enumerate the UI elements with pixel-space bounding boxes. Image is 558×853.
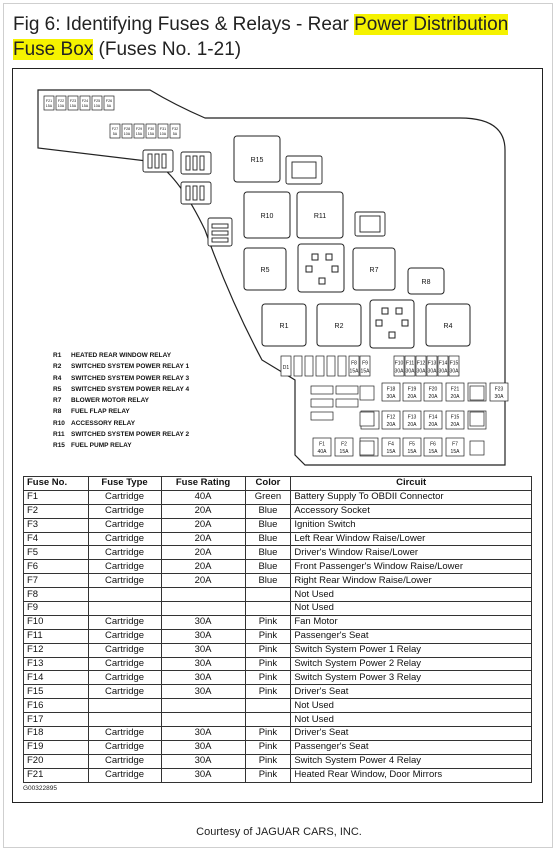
- fuse-label: F15: [449, 360, 459, 367]
- cell-circuit: Passenger's Seat: [291, 740, 532, 754]
- relay-r4-label: R4: [443, 323, 453, 330]
- legend-item: [53, 361, 189, 372]
- cell-fuse-rating: 30A: [161, 727, 245, 741]
- fuse-label: F23: [494, 386, 504, 393]
- fuse-rating: 20A: [386, 421, 396, 428]
- cell-fuse-no: F11: [24, 629, 89, 643]
- table-row: [24, 699, 532, 713]
- fuse-label: F5: [409, 441, 415, 448]
- cell-fuse-no: F20: [24, 754, 89, 768]
- cell-circuit: Left Rear Window Raise/Lower: [291, 532, 532, 546]
- cell-color: Pink: [245, 685, 291, 699]
- fuse-label: F9: [362, 360, 368, 367]
- relay-r11-label: R11: [313, 213, 327, 220]
- cell-fuse-no: F7: [24, 574, 89, 588]
- fuse-label: F23: [69, 98, 77, 103]
- fuse-label: F15: [450, 414, 460, 421]
- cell-circuit: Fan Motor: [291, 615, 532, 629]
- fuse-label: F14: [438, 360, 448, 367]
- cell-fuse-type: Cartridge: [88, 754, 161, 768]
- cell-circuit: Switch System Power 3 Relay: [291, 671, 532, 685]
- cell-circuit: Not Used: [291, 602, 532, 616]
- fuse-label: F25: [93, 98, 101, 103]
- cell-fuse-rating: 30A: [161, 685, 245, 699]
- fuse-rating: 15A: [428, 448, 438, 455]
- cell-fuse-type: Cartridge: [88, 671, 161, 685]
- fuse-rating: 15A: [135, 132, 143, 137]
- fuse-rating: 5A: [112, 132, 118, 137]
- cell-fuse-no: F2: [24, 504, 89, 518]
- table-row: [24, 518, 532, 532]
- legend-code: R10: [53, 419, 65, 427]
- cell-fuse-rating: 30A: [161, 754, 245, 768]
- cell-fuse-type: Cartridge: [88, 546, 161, 560]
- fuse-label: F4: [388, 441, 394, 448]
- title-highlight-power-distribution: Power Distribution: [354, 14, 509, 35]
- cell-fuse-rating: 20A: [161, 532, 245, 546]
- cell-circuit: Not Used: [291, 699, 532, 713]
- cell-fuse-type: [88, 602, 161, 616]
- legend-item: [53, 406, 189, 417]
- cell-fuse-no: F3: [24, 518, 89, 532]
- cell-fuse-no: F16: [24, 699, 89, 713]
- cell-circuit: Right Rear Window Raise/Lower: [291, 574, 532, 588]
- cell-fuse-rating: 30A: [161, 657, 245, 671]
- fuse-rating: 15A: [450, 448, 460, 455]
- cell-color: Pink: [245, 629, 291, 643]
- legend-item: [53, 384, 189, 395]
- cell-fuse-no: F8: [24, 588, 89, 602]
- fuse-rating: 10A: [93, 104, 101, 109]
- fuse-label: F1: [319, 441, 325, 448]
- table-row: [24, 713, 532, 727]
- fuse-label: F14: [428, 414, 438, 421]
- fuse-label: F8: [351, 360, 357, 367]
- legend-name: SWITCHED SYSTEM POWER RELAY 3: [71, 374, 190, 382]
- legend-item: [53, 440, 189, 451]
- cell-fuse-no: F12: [24, 643, 89, 657]
- legend-item: [53, 373, 189, 384]
- cell-fuse-rating: 30A: [161, 768, 245, 782]
- table-row: [24, 657, 532, 671]
- fuse-rating: 20A: [450, 393, 460, 400]
- cell-fuse-no: F13: [24, 657, 89, 671]
- cell-fuse-rating: 20A: [161, 518, 245, 532]
- cell-color: Pink: [245, 768, 291, 782]
- table-row: [24, 685, 532, 699]
- cell-fuse-rating: 40A: [161, 490, 245, 504]
- cell-fuse-type: [88, 699, 161, 713]
- fuse-rating: 15A: [45, 104, 53, 109]
- table-row: [24, 629, 532, 643]
- header-fuse-rating: Fuse Rating: [161, 477, 245, 491]
- cell-color: [245, 588, 291, 602]
- relay-legend: [53, 350, 189, 452]
- cell-fuse-type: Cartridge: [88, 657, 161, 671]
- cell-fuse-no: F17: [24, 713, 89, 727]
- table-row: [24, 740, 532, 754]
- cell-color: Blue: [245, 532, 291, 546]
- cell-fuse-type: Cartridge: [88, 490, 161, 504]
- cell-fuse-type: Cartridge: [88, 532, 161, 546]
- fuse-rating: 30A: [427, 368, 437, 375]
- fuse-label: F22: [57, 98, 65, 103]
- fuse-label: F2: [341, 441, 347, 448]
- table-row: [24, 560, 532, 574]
- cell-color: Pink: [245, 727, 291, 741]
- fuse-rating: 15A: [81, 104, 89, 109]
- legend-name: BLOWER MOTOR RELAY: [71, 397, 150, 405]
- cell-fuse-no: F14: [24, 671, 89, 685]
- cell-fuse-rating: 20A: [161, 574, 245, 588]
- fuse-label: F32: [171, 126, 179, 131]
- cell-fuse-no: F15: [24, 685, 89, 699]
- cell-fuse-no: F5: [24, 546, 89, 560]
- header-fuse-type: Fuse Type: [88, 477, 161, 491]
- cell-fuse-no: F19: [24, 740, 89, 754]
- table-row: [24, 754, 532, 768]
- fuse-rating: 15A: [339, 448, 349, 455]
- legend-name: FUEL PUMP RELAY: [71, 442, 132, 450]
- cell-fuse-type: Cartridge: [88, 518, 161, 532]
- fuse-rating: 5A: [106, 104, 112, 109]
- table-row: [24, 532, 532, 546]
- cell-circuit: Ignition Switch: [291, 518, 532, 532]
- cell-fuse-rating: 30A: [161, 643, 245, 657]
- cell-circuit: Passenger's Seat: [291, 629, 532, 643]
- cell-fuse-rating: 20A: [161, 504, 245, 518]
- table-row: [24, 490, 532, 504]
- cell-color: Blue: [245, 574, 291, 588]
- cell-fuse-rating: 30A: [161, 615, 245, 629]
- cell-color: Green: [245, 490, 291, 504]
- fuse-label: F26: [105, 98, 113, 103]
- legend-name: FUEL FLAP RELAY: [71, 408, 130, 416]
- header-fuse-no: Fuse No.: [24, 477, 89, 491]
- cell-fuse-rating: 30A: [161, 671, 245, 685]
- fuse-label: F18: [386, 386, 396, 393]
- fuse-label: F21: [450, 386, 460, 393]
- table-row: [24, 615, 532, 629]
- table-row: [24, 768, 532, 782]
- fuse-rating: 20A: [428, 393, 438, 400]
- table-row: [24, 574, 532, 588]
- cell-fuse-rating: 20A: [161, 560, 245, 574]
- cell-circuit: Not Used: [291, 713, 532, 727]
- cell-fuse-type: Cartridge: [88, 727, 161, 741]
- courtesy-note: Courtesy of JAGUAR CARS, INC.: [196, 826, 362, 838]
- fuse-rating: 5A: [172, 132, 178, 137]
- cell-fuse-type: Cartridge: [88, 504, 161, 518]
- fuse-label: F10: [394, 360, 404, 367]
- cell-fuse-rating: 30A: [161, 740, 245, 754]
- fuse-rating: 15A: [360, 368, 370, 375]
- title-prefix: Fig 6: Identifying Fuses & Relays - Rear: [13, 14, 355, 35]
- legend-item: [53, 429, 189, 440]
- cell-fuse-type: Cartridge: [88, 560, 161, 574]
- legend-item: [53, 350, 189, 361]
- fuse-rating: 30A: [438, 368, 448, 375]
- fuse-label: F24: [81, 98, 89, 103]
- cell-color: Pink: [245, 657, 291, 671]
- cell-fuse-type: [88, 588, 161, 602]
- fuse-label: F11: [405, 360, 415, 367]
- fuse-rating: 15A: [386, 448, 396, 455]
- cell-color: Pink: [245, 754, 291, 768]
- cell-circuit: Front Passenger's Window Raise/Lower: [291, 560, 532, 574]
- header-color: Color: [245, 477, 291, 491]
- fuse-rating: 10A: [159, 132, 167, 137]
- cell-color: Blue: [245, 504, 291, 518]
- legend-name: SWITCHED SYSTEM POWER RELAY 1: [71, 363, 190, 371]
- cell-fuse-no: F21: [24, 768, 89, 782]
- cell-fuse-type: Cartridge: [88, 615, 161, 629]
- fuse-label: F13: [427, 360, 437, 367]
- legend-name: SWITCHED SYSTEM POWER RELAY 4: [71, 385, 190, 393]
- fuse-rating: 30A: [386, 393, 396, 400]
- cell-color: [245, 602, 291, 616]
- relay-r8-label: R8: [421, 279, 431, 286]
- diode-d1-label: D1: [282, 365, 290, 371]
- cell-color: [245, 713, 291, 727]
- fuse-rating: 20A: [428, 421, 438, 428]
- fuse-rating: 30A: [416, 368, 426, 375]
- fuse-label: F6: [430, 441, 436, 448]
- cell-circuit: Not Used: [291, 588, 532, 602]
- cell-color: Pink: [245, 615, 291, 629]
- fuse-label: F19: [407, 386, 417, 393]
- cell-fuse-no: F18: [24, 727, 89, 741]
- table-row: [24, 602, 532, 616]
- fuse-label: F30: [147, 126, 155, 131]
- fuse-label: F20: [428, 386, 438, 393]
- table-row: [24, 504, 532, 518]
- cell-color: Pink: [245, 740, 291, 754]
- legend-code: R5: [53, 385, 62, 393]
- relay-r10-label: R10: [260, 213, 274, 220]
- fuse-label: F28: [123, 126, 131, 131]
- cell-circuit: Accessory Socket: [291, 504, 532, 518]
- fuse-label: F21: [45, 98, 53, 103]
- cell-fuse-type: Cartridge: [88, 685, 161, 699]
- legend-code: R11: [53, 431, 65, 439]
- relay-r2-label: R2: [334, 323, 344, 330]
- cell-color: Pink: [245, 671, 291, 685]
- table-row: [24, 727, 532, 741]
- cell-circuit: Switch System Power 2 Relay: [291, 657, 532, 671]
- cell-circuit: Driver's Seat: [291, 727, 532, 741]
- cell-color: Blue: [245, 560, 291, 574]
- cell-fuse-no: F1: [24, 490, 89, 504]
- legend-code: R7: [53, 397, 62, 405]
- cell-fuse-no: F9: [24, 602, 89, 616]
- fuse-rating: 10A: [123, 132, 131, 137]
- cell-circuit: Switch System Power 4 Relay: [291, 754, 532, 768]
- header-circuit: Circuit: [291, 477, 532, 491]
- relay-r1-label: R1: [279, 323, 289, 330]
- cell-color: [245, 699, 291, 713]
- cell-fuse-rating: 30A: [161, 629, 245, 643]
- cell-color: Pink: [245, 643, 291, 657]
- fuse-label: F13: [407, 414, 417, 421]
- cell-fuse-rating: 20A: [161, 546, 245, 560]
- fuse-label: F29: [135, 126, 143, 131]
- cell-fuse-type: Cartridge: [88, 768, 161, 782]
- cell-fuse-rating: [161, 588, 245, 602]
- cell-circuit: Driver's Seat: [291, 685, 532, 699]
- legend-code: R15: [53, 442, 65, 450]
- fuse-rating: 15A: [407, 448, 417, 455]
- fuse-rating: 30A: [394, 368, 404, 375]
- fuse-rating: 10A: [57, 104, 65, 109]
- title-suffix: (Fuses No. 1-21): [93, 39, 242, 60]
- cell-fuse-no: F4: [24, 532, 89, 546]
- cell-fuse-rating: [161, 602, 245, 616]
- table-row: [24, 588, 532, 602]
- legend-item: [53, 395, 189, 406]
- fuse-label: F7: [452, 441, 458, 448]
- cell-color: Blue: [245, 546, 291, 560]
- fuse-rating: 20A: [407, 421, 417, 428]
- cell-circuit: Switch System Power 1 Relay: [291, 643, 532, 657]
- legend-name: ACCESSORY RELAY: [71, 419, 136, 427]
- cell-fuse-type: Cartridge: [88, 643, 161, 657]
- fuse-rating: 30A: [494, 393, 504, 400]
- cell-fuse-type: Cartridge: [88, 574, 161, 588]
- fuse-rating: 30A: [405, 368, 415, 375]
- fuse-rating: 20A: [407, 393, 417, 400]
- legend-code: R8: [53, 408, 62, 416]
- fuse-label: F12: [386, 414, 396, 421]
- cell-circuit: Driver's Window Raise/Lower: [291, 546, 532, 560]
- legend-code: R2: [53, 363, 62, 371]
- fuse-rating: 40A: [317, 448, 327, 455]
- cell-fuse-type: [88, 713, 161, 727]
- cell-fuse-no: F6: [24, 560, 89, 574]
- relay-r15-label: R15: [250, 157, 264, 164]
- relay-r7-label: R7: [369, 267, 379, 274]
- cell-color: Blue: [245, 518, 291, 532]
- fuse-label: F31: [159, 126, 167, 131]
- table-row: [24, 546, 532, 560]
- legend-code: R4: [53, 374, 62, 382]
- fuse-label: F12: [416, 360, 426, 367]
- relay-r5-label: R5: [260, 267, 270, 274]
- fuse-table: [23, 476, 532, 783]
- fuse-rating: 20A: [450, 421, 460, 428]
- table-row: [24, 643, 532, 657]
- legend-name: HEATED REAR WINDOW RELAY: [71, 352, 172, 359]
- title-highlight-fuse-box: Fuse Box: [13, 39, 94, 60]
- fuse-rating: 30A: [449, 368, 459, 375]
- cell-fuse-type: Cartridge: [88, 629, 161, 643]
- table-header-row: [24, 477, 532, 491]
- legend-name: SWITCHED SYSTEM POWER RELAY 2: [71, 431, 190, 439]
- cell-fuse-no: F10: [24, 615, 89, 629]
- fuse-label: F27: [111, 126, 119, 131]
- cell-fuse-rating: [161, 699, 245, 713]
- table-row: [24, 671, 532, 685]
- cell-circuit: Battery Supply To OBDII Connector: [291, 490, 532, 504]
- cell-fuse-type: Cartridge: [88, 740, 161, 754]
- fuse-rating: 15A: [147, 132, 155, 137]
- legend-code: R1: [53, 352, 62, 359]
- cell-circuit: Heated Rear Window, Door Mirrors: [291, 768, 532, 782]
- fuse-rating: 15A: [69, 104, 77, 109]
- fuse-rating: 15A: [349, 368, 359, 375]
- figure-code: G00322895: [23, 785, 57, 792]
- cell-fuse-rating: [161, 713, 245, 727]
- legend-item: [53, 418, 189, 429]
